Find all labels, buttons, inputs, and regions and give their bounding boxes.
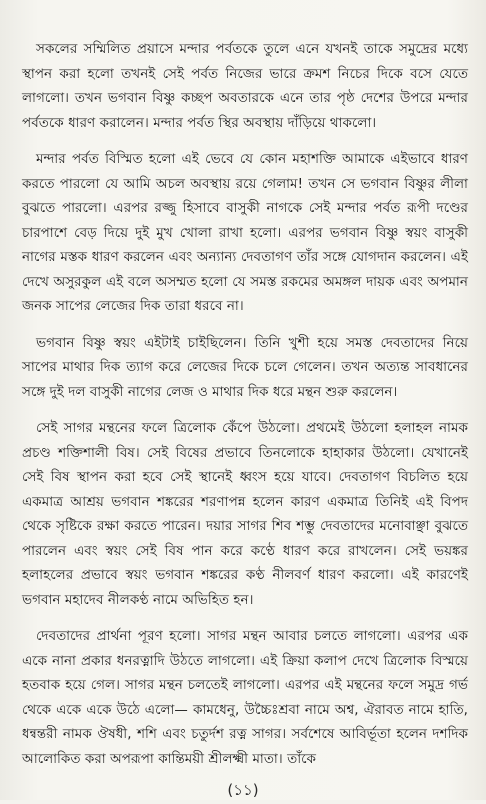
- paragraph-3: ভগবান বিষ্ণু স্বয়ং এইটাই চাইছিলেন। তিনি খুশী হয়ে সমস্ত দেবতাদের নিয়ে সাপের মাথার দিক ত্যাগ করে লেজের দিকে চলে গেলেন। তখন অত্যন্ত সাবধানের সঙ্গে দুই দল বাসুকী নাগের লেজ ও মাথার দিক ধরে মন্থন শুরু করলেন।: [22, 335, 468, 400]
- page-number: (১১): [227, 781, 259, 799]
- paragraph-2: মন্দার পর্বত বিস্মিত হলো এই ভেবে যে কোন মহাশক্তি আমাকে এইভাবে ধারণ করতে পারলো যে আমি অচল অবস্থায় রয়ে গেলাম! তখন সে ভগবান বিষ্ণুর লীলা বুঝতে পারলো। এরপর রজ্জু হিসাবে বাসুকী নাগকে সেই মন্দার পর্বত রূপী দণ্ডের চারপাশে বেড় দিয়ে দুই মুখ খোলা রাখা হলো। এরপর ভগবান বিষ্ণু স্বয়ং বাসুকী নাগের মস্তক ধারণ করলেন এবং অন্যান্য দেবতাগণ তাঁর সঙ্গে যোগদান করলেন। এই দেখে অসুরকুল এই বলে অসম্মত হলো যে সমস্ত রকমের অমঙ্গল দায়ক এবং অপমান জনক সাপের লেজের দিক তারা ধরবে না।: [22, 152, 468, 314]
- paragraph-5: দেবতাদের প্রার্থনা পূরণ হলো। সাগর মন্থন আবার চলতে লাগলো। এরপর এক একে নানা প্রকার ধনরত্নাদি উঠতে লাগলো। এই ক্রিয়া কলাপ দেখে ত্রিলোক বিস্ময়ে হতবাক হয়ে গেল। সাগর মন্থন চলতেই লাগলো। এরপর এই মন্থনের ফলে সমুদ্র গর্ভ থেকে একে একে উঠে এলো— কামধেনু, উচ্চৈঃশ্রবা নামে অশ্ব, ঐরাবত নামে হাতি, ধন্বন্তরী নামক ঔষধী, শশি এবং চতুর্দশ রত্ন সাগর। সর্বশেষে আবির্ভূতা হলেন দশদিক আলোকিত করা অপরূপা কান্তিময়ী শ্রীলক্ষ্মী মাতা। তাঁকে: [22, 629, 468, 767]
- paragraph-1: সকলের সম্মিলিত প্রয়াসে মন্দার পর্বতকে তুলে এনে যখনই তাকে সমুদ্রের মধ্যে স্থাপন করা হলো তখনই সেই পর্বত নিজের ভারে ক্রমশ নিচের দিকে বসে যেতে লাগলো। তখন ভগবান বিষ্ণু কচ্ছপ অবতারকে এনে তার পৃষ্ঠ দেশের উপরে মন্দার পর্বতকে ধারণ করালেন। মন্দার পর্বত স্থির অবস্থায় দাঁড়িয়ে থাকলো।: [22, 42, 468, 131]
- paragraph-4: সেই সাগর মন্থনের ফলে ত্রিলোক কেঁপে উঠলো। প্রথমেই উঠলো হলাহল নামক প্রচণ্ড শক্তিশালী বিষ। সেই বিষের প্রভাবে তিনলোকে হাহাকার উঠলো। যেখানেই সেই বিষ স্থাপন করা হবে সেই স্থানেই ধ্বংস হয়ে যাবে। দেবতাগণ বিচলিত হয়ে একমাত্র আশ্রয় ভগবান শঙ্করের শরণাপন্ন হলেন কারণ একমাত্র তিনিই এই বিপদ থেকে সৃষ্টিকে রক্ষা করতে পারেন। দয়ার সাগর শিব শম্ভু দেবতাদের মনোবাঞ্ছা বুঝতে পারলেন এবং স্বয়ং সেই বিষ পান করে কণ্ঠে ধারণ করে রাখলেন। সেই ভয়ঙ্কর হলাহলের প্রভাবে স্বয়ং ভগবান শঙ্করের কণ্ঠ নীলবর্ণ ধারণ করলো। এই কারণেই ভগবান মহাদেব নীলকণ্ঠ নামে অভিহিত হন।: [22, 421, 468, 608]
